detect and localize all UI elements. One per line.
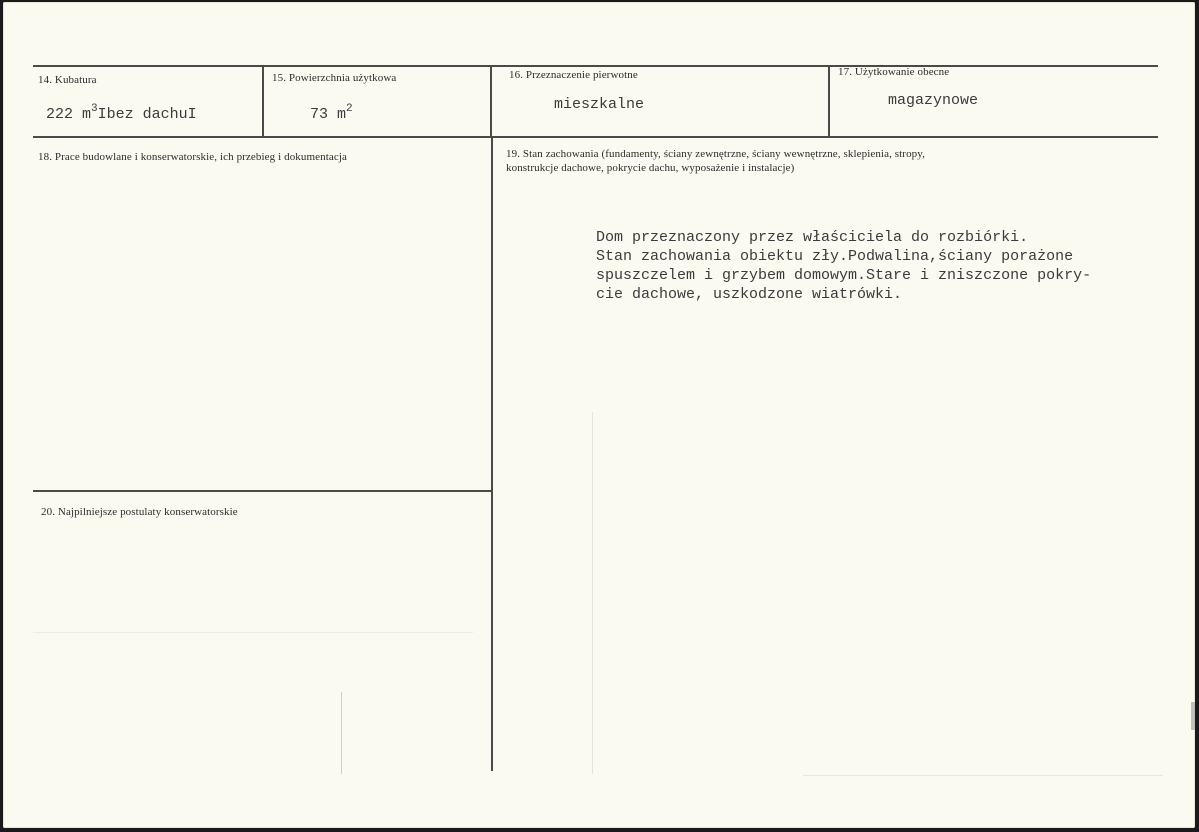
field-18-label: 18. Prace budowlane i konserwatorskie, ich przebieg i dokumentacja xyxy=(38,151,347,163)
description-line: cie dachowe, uszkodzone wiatrówki. xyxy=(596,286,903,303)
faint-vertical-mark xyxy=(592,412,593,774)
field-17-label: 17. Użytkowanie obecne xyxy=(838,66,950,78)
description-line: Dom przeznaczony przez właściciela do rozbiórki. xyxy=(596,229,1029,246)
field-18-bottom-rule xyxy=(33,490,492,492)
top-rule xyxy=(33,65,1158,67)
edge-tick-mark xyxy=(1191,702,1195,730)
field-15-label: 15. Powierzchnia użytkowa xyxy=(272,72,397,84)
main-column-divider xyxy=(491,137,493,771)
field-14-unit-exponent: 3 xyxy=(91,103,98,115)
col-divider-16-17 xyxy=(828,66,830,137)
field-19-label-line-1: 19. Stan zachowania (fundamenty, ściany zewnętrzne, ściany wewnętrzne, sklepienia, stropy, xyxy=(506,148,926,160)
field-19-label-line-2: konstrukcje dachowe, pokrycie dachu, wyposażenie i instalacje) xyxy=(506,162,795,174)
field-17-value: magazynowe xyxy=(888,92,979,109)
field-14-number: 222 m xyxy=(46,106,92,123)
field-15-value xyxy=(310,103,353,123)
field-14-value xyxy=(46,103,197,123)
col-divider-14-15 xyxy=(262,66,264,137)
faint-vertical-mark xyxy=(341,692,342,774)
field-14-note: Ibez dachuI xyxy=(97,106,197,123)
row1-bottom-rule xyxy=(33,136,1158,138)
field-16-value: mieszkalne xyxy=(554,96,645,113)
col-divider-15-16 xyxy=(490,66,492,137)
field-20-label: 20. Najpilniejsze postulaty konserwatorskie xyxy=(41,506,238,518)
description-line: spuszczelem i grzybem domowym.Stare i zniszczone pokry- xyxy=(596,267,1092,284)
record-card xyxy=(3,2,1195,828)
description-line: Stan zachowania obiektu zły.Podwalina,ściany porażone xyxy=(596,248,1074,265)
field-19-description xyxy=(596,228,1091,304)
field-15-unit-exponent: 2 xyxy=(346,103,353,115)
faint-horizontal-mark xyxy=(803,775,1163,776)
field-14-label: 14. Kubatura xyxy=(38,74,97,86)
faint-horizontal-mark xyxy=(33,632,473,633)
field-15-number: 73 m xyxy=(310,106,347,123)
field-16-label: 16. Przeznaczenie pierwotne xyxy=(509,69,638,81)
